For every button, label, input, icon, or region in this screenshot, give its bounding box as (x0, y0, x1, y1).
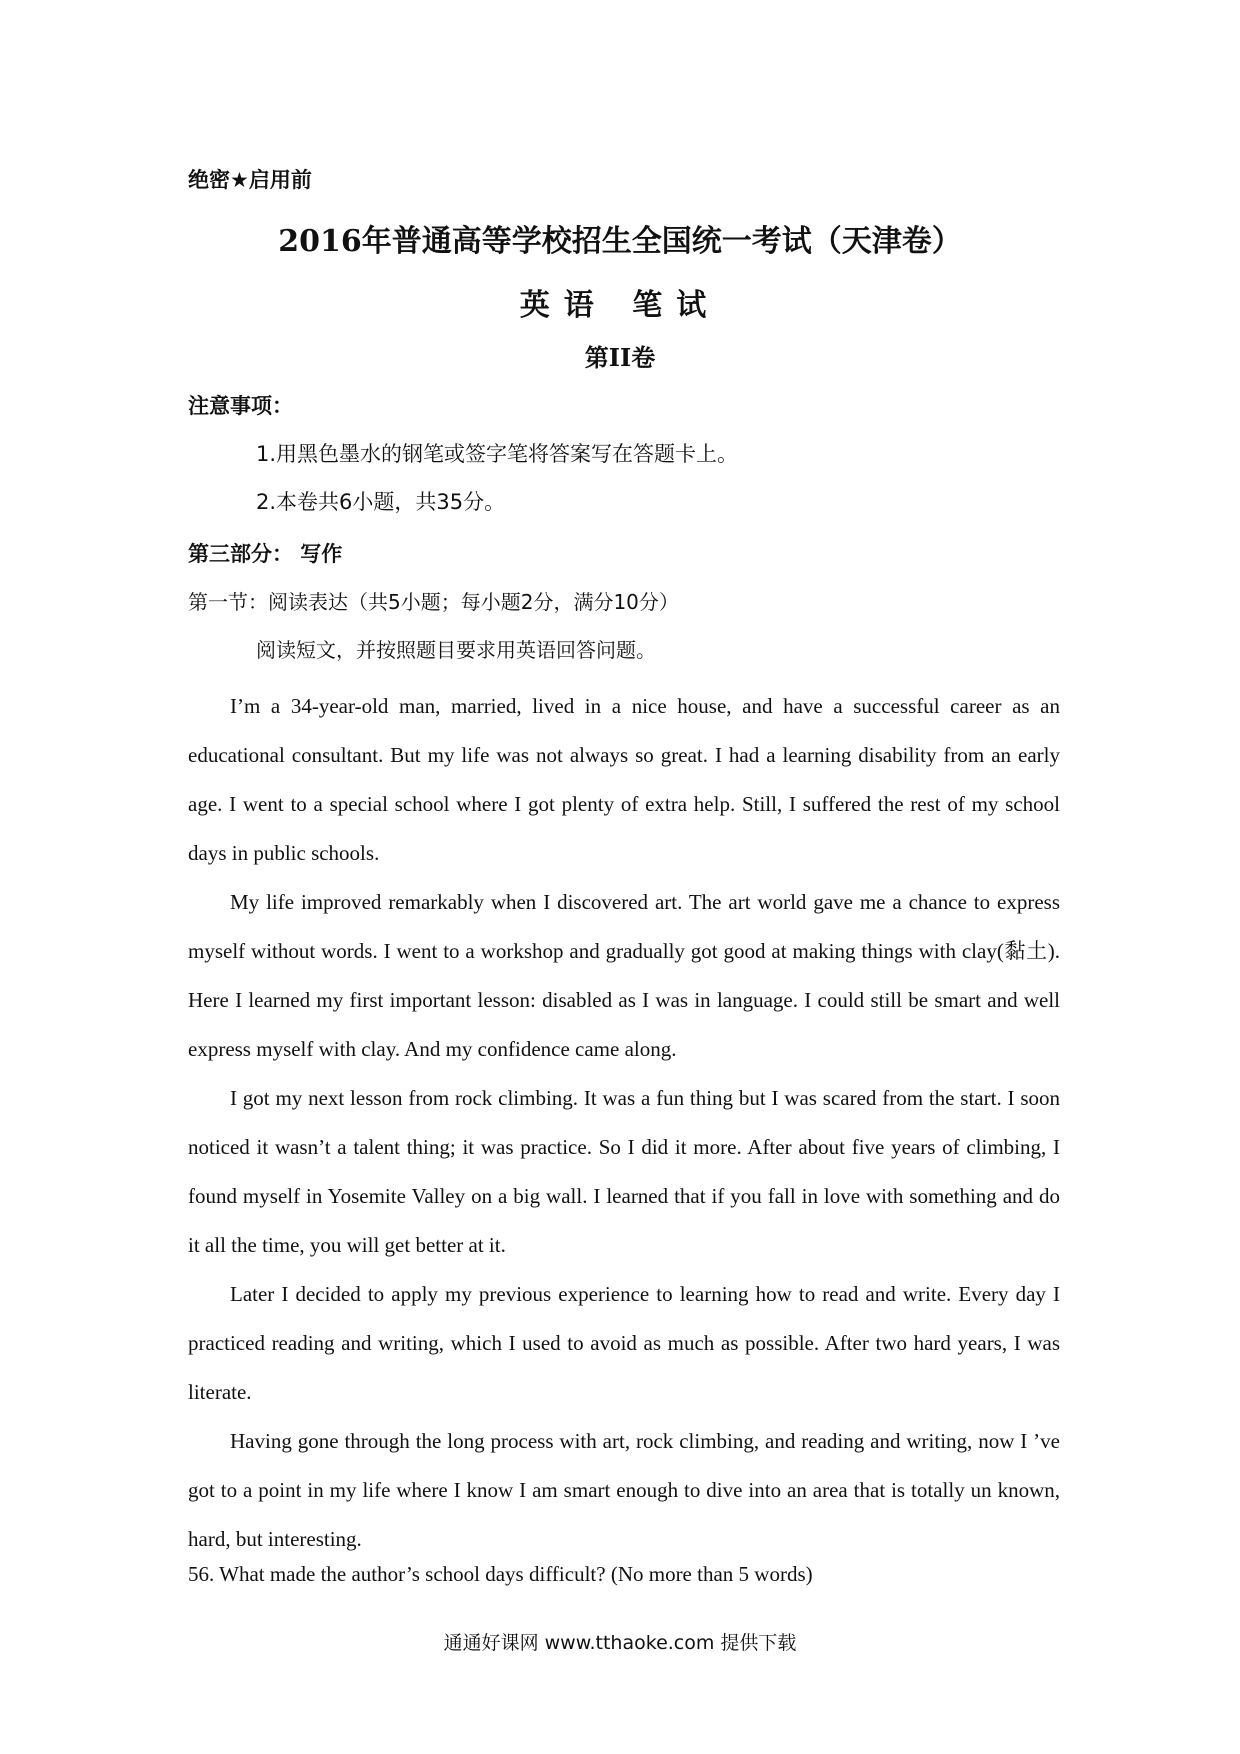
note-item: 1.用黑色墨水的钢笔或签字笔将答案写在答题卡上。 (256, 442, 739, 466)
exam-title: 2016年普通高等学校招生全国统一考试（天津卷） (278, 224, 962, 259)
passage-paragraph: Later I decided to apply my previous experience to learning how to read and write. Every day I practiced reading and writing, which I used to avoid as much as possible. After two hard years, I was literate. (188, 1282, 1060, 1404)
notes-heading: 注意事项： (188, 394, 293, 418)
instruction-text: 阅读短文，并按照题目要求用英语回答问题。 (256, 638, 656, 662)
section-heading: 第一节：阅读表达（共5小题；每小题2分，满分10分） (188, 590, 679, 614)
reading-passage (188, 682, 1060, 1564)
footer-text: 通通好课网 www.tthaoke.com 提供下载 (443, 1632, 797, 1654)
note-item: 2.本卷共6小题，共35分。 (256, 490, 506, 514)
passage-paragraph: My life improved remarkably when I discovered art. The art world gave me a chance to express myself without words. I went to a workshop and gradually got good at making things with clay(黏土). Here I learned my first important lesson: disabled as I was in language. I could still be smart and well express myself with clay. And my confidence came along. (188, 890, 1060, 1061)
part-heading: 第三部分： 写作 (188, 542, 343, 566)
volume-label: 第II卷 (584, 343, 656, 372)
passage-paragraph: Having gone through the long process with art, rock climbing, and reading and writing, now I ’ve got to a point in my life where I know I am smart enough to dive into an area that is totally un known, hard, but interesting. (188, 1429, 1060, 1551)
passage-paragraph: I’m a 34-year-old man, married, lived in a nice house, and have a successful career as an educational consultant. But my life was not always so great. I had a learning disability from an early age. I went to a special school where I got plenty of extra help. Still, I suffered the rest of my school days in public schools. (188, 694, 1060, 865)
subject-title: 英语 笔试 (519, 288, 721, 323)
confidential-label: 绝密★启用前 (188, 168, 312, 192)
passage-paragraph: I got my next lesson from rock climbing. It was a fun thing but I was scared from the start. I soon noticed it wasn’t a talent thing; it was practice. So I did it more. After about five years of climbing, I found myself in Yosemite Valley on a big wall. I learned that if you fall in love with something and do it all the time, you will get better at it. (188, 1086, 1060, 1257)
question-56: 56. What made the author’s school days difficult? (No more than 5 words) (188, 1562, 813, 1586)
